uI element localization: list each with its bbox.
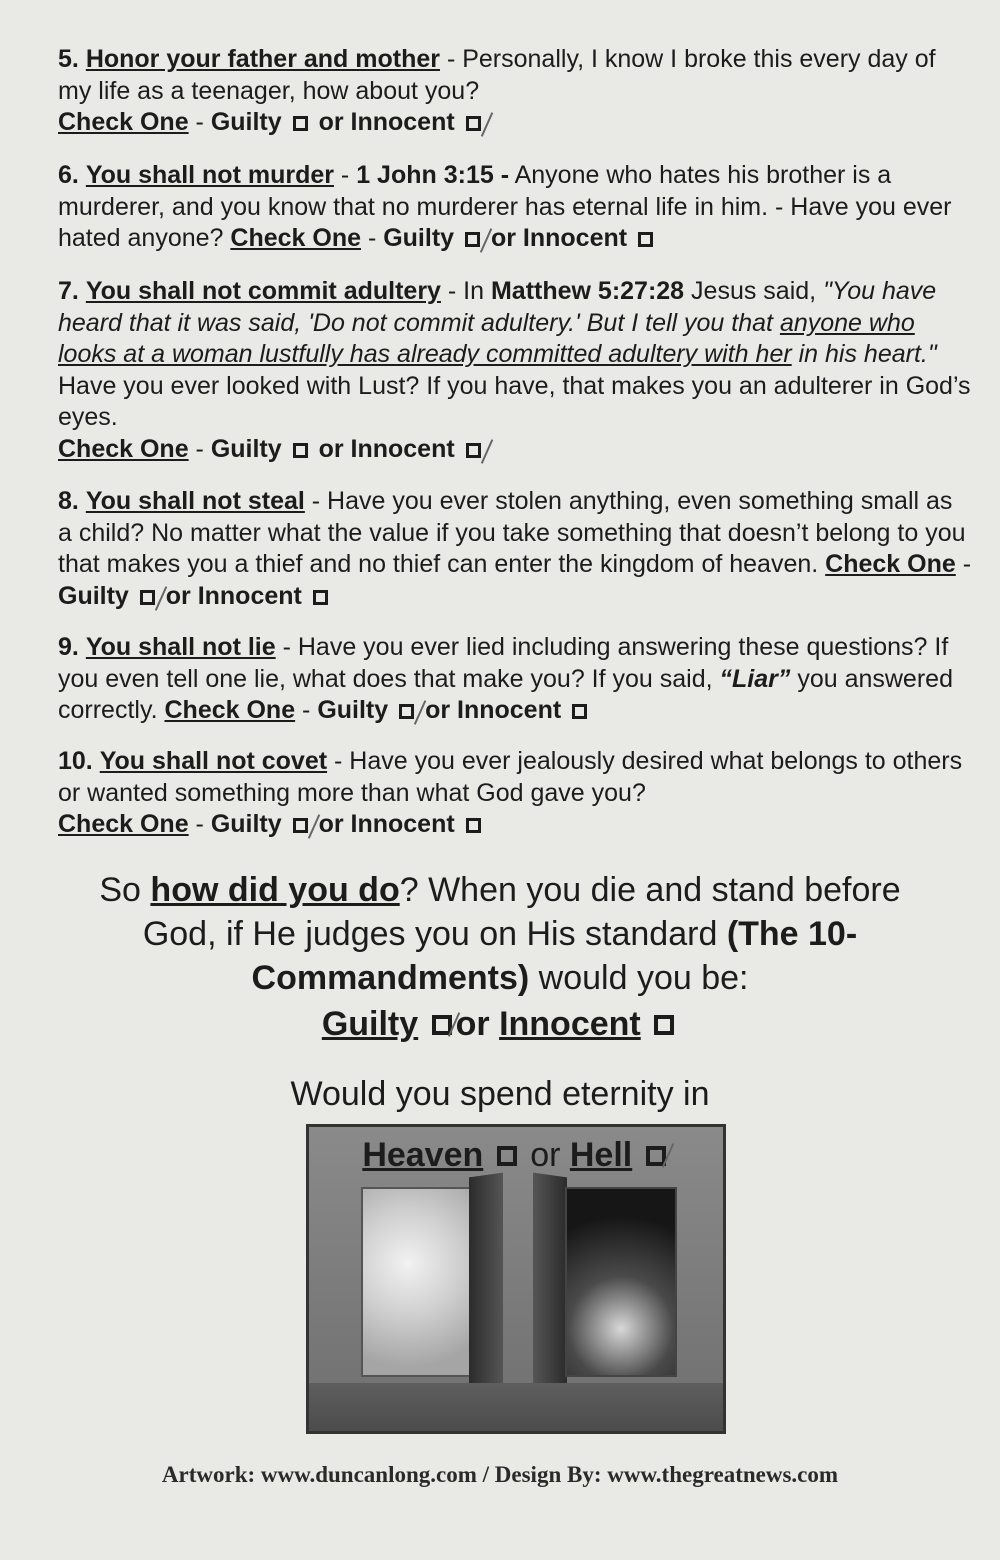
guilty-checkbox[interactable] <box>293 818 308 833</box>
commandment-text: - Have you ever jealously desired what belongs to others or wanted something more than what God gave you? <box>58 747 963 807</box>
commandment-title: You shall not covet <box>99 747 328 775</box>
hell-door-image <box>565 1187 677 1377</box>
item-number: 5. <box>58 45 79 73</box>
hell-checkbox[interactable] <box>646 1146 666 1166</box>
eternity-question: Would you spend eternity in <box>290 1075 710 1113</box>
guilty-checkbox[interactable] <box>140 590 155 605</box>
commandment-title: You shall not steal <box>85 487 305 515</box>
guilty-label: Guilty <box>210 810 282 838</box>
item-number: 10. <box>58 747 93 775</box>
text-fragment: - In <box>440 277 491 305</box>
guilty-checkbox[interactable] <box>293 443 308 458</box>
credits-footer: Artwork: www.duncanlong.com / Design By: www.thegreatnews.com <box>161 1462 839 1487</box>
verdict-guilty-label: Guilty <box>321 1005 419 1043</box>
innocent-label: or Innocent <box>425 696 562 724</box>
scripture-quote: "You have heard that it was said, 'Do not commit adultery.' But I tell you that <box>58 277 937 337</box>
commandment-6: 6. You shall not murder - 1 John 3:15 - Anyone who hates his brother is a murderer, and you know that no murderer has eternal life in him. - Have you ever hated anyone? Check One - Guilty or Innocent <box>58 161 952 252</box>
check-row <box>58 434 973 466</box>
check-one-label: Check One <box>230 224 361 252</box>
innocent-checkbox[interactable] <box>572 704 587 719</box>
innocent-checkbox[interactable] <box>466 443 481 458</box>
separator: - <box>188 108 211 136</box>
check-row <box>58 809 973 841</box>
scripture-ref: Matthew 5:27:28 <box>490 277 685 305</box>
commandment-8 <box>58 486 973 612</box>
guilty-checkbox[interactable] <box>293 116 308 131</box>
check-one-label: Check One <box>164 696 296 724</box>
commandment-5 <box>58 44 973 139</box>
separator: - <box>188 810 211 838</box>
how-did-you-do: how did you do <box>150 871 400 909</box>
commandment-text: - Have you ever lied including answering these questions? If you even tell one lie, what does that make you? If you said, <box>58 633 949 693</box>
commandment-title: You shall not murder <box>85 161 334 189</box>
or-label: or <box>530 1136 561 1174</box>
separator: - <box>188 434 211 463</box>
heaven-label: Heaven <box>362 1136 484 1174</box>
verdict-guilty-checkbox[interactable] <box>432 1015 452 1035</box>
guilty-checkbox[interactable] <box>465 232 480 247</box>
text-fragment: So <box>99 871 151 909</box>
scripture-quote: in his heart." <box>791 340 937 368</box>
innocent-label: or Innocent <box>318 434 455 463</box>
commandment-title: You shall not lie <box>85 633 276 661</box>
item-number: 6. <box>58 161 79 189</box>
hell-label: Hell <box>569 1136 633 1174</box>
commandment-10 <box>58 746 973 841</box>
guilty-checkbox[interactable] <box>399 704 414 719</box>
guilty-label: Guilty <box>58 581 129 610</box>
check-row <box>58 107 973 139</box>
item-number: 9. <box>58 633 79 661</box>
verdict-innocent-label: Innocent <box>499 1005 641 1043</box>
commandment-text: - Have you ever stolen anything, even something small as a child? No matter what the value if you take something that doesn’t belong to you that makes you a thief and no thief can enter the kingdom of heaven. <box>58 487 966 578</box>
innocent-checkbox[interactable] <box>466 818 481 833</box>
check-one-label: Check One <box>58 108 189 136</box>
guilty-label: Guilty <box>317 696 389 724</box>
innocent-checkbox[interactable] <box>466 116 481 131</box>
separator: - <box>955 550 972 578</box>
text-fragment: would you be: <box>529 959 749 997</box>
innocent-label: or Innocent <box>318 108 455 136</box>
check-one-label: Check One <box>825 550 956 578</box>
item-number: 7. <box>58 277 79 305</box>
check-one-label: Check One <box>58 810 189 838</box>
commandment-7 <box>58 276 973 465</box>
text-fragment: ? When you die and stand before God, if He judges you on His standard <box>142 871 901 953</box>
innocent-checkbox[interactable] <box>638 232 653 247</box>
innocent-label: or Innocent <box>318 810 455 838</box>
heaven-checkbox[interactable] <box>497 1146 517 1166</box>
commandment-title: You shall not commit adultery <box>85 277 441 305</box>
door-leaf-left <box>469 1173 503 1400</box>
separator: - <box>361 224 384 252</box>
item-number: 8. <box>58 487 79 515</box>
liar-word: “Liar” <box>719 664 791 693</box>
floor <box>309 1383 723 1431</box>
innocent-checkbox[interactable] <box>313 590 328 605</box>
commandment-text: Anyone who hates his brother is a murderer, and you know that no murderer has eternal life in him. - Have you ever hated anyone? <box>58 161 952 252</box>
scripture-quote-underlined: anyone who looks at a woman lustfully has already committed adultery with her <box>58 308 915 368</box>
heaven-hell-choice <box>309 1133 723 1177</box>
guilty-label: Guilty <box>383 224 455 252</box>
separator: - <box>295 696 318 724</box>
verdict-row <box>60 1002 940 1046</box>
ten-commandments-label: (The 10-Commandments) <box>251 915 858 997</box>
commandment-text: you answered correctly. <box>58 664 953 724</box>
innocent-label: or Innocent <box>490 224 628 252</box>
verdict-or: or <box>455 1005 490 1043</box>
scripture-ref: 1 John 3:15 - <box>356 161 510 189</box>
conclusion-text <box>60 868 940 1000</box>
check-one-label: Check One <box>58 434 189 463</box>
commandment-9 <box>58 632 973 727</box>
guilty-label: Guilty <box>210 108 282 136</box>
verdict-innocent-checkbox[interactable] <box>654 1015 674 1035</box>
text-fragment: Jesus said, <box>684 277 817 305</box>
guilty-label: Guilty <box>210 434 282 463</box>
commandment-text: - Personally, I know I broke this every day of my life as a teenager, how about you? <box>58 45 936 105</box>
innocent-label: or Innocent <box>165 581 302 610</box>
heaven-door-image <box>361 1187 477 1377</box>
doors-artwork <box>306 1124 726 1434</box>
commandment-title: Honor your father and mother <box>85 45 440 73</box>
door-leaf-right <box>533 1173 567 1400</box>
commandment-text: Have you ever looked with Lust? If you have, that makes you an adulterer in God’s eyes. <box>58 371 971 431</box>
